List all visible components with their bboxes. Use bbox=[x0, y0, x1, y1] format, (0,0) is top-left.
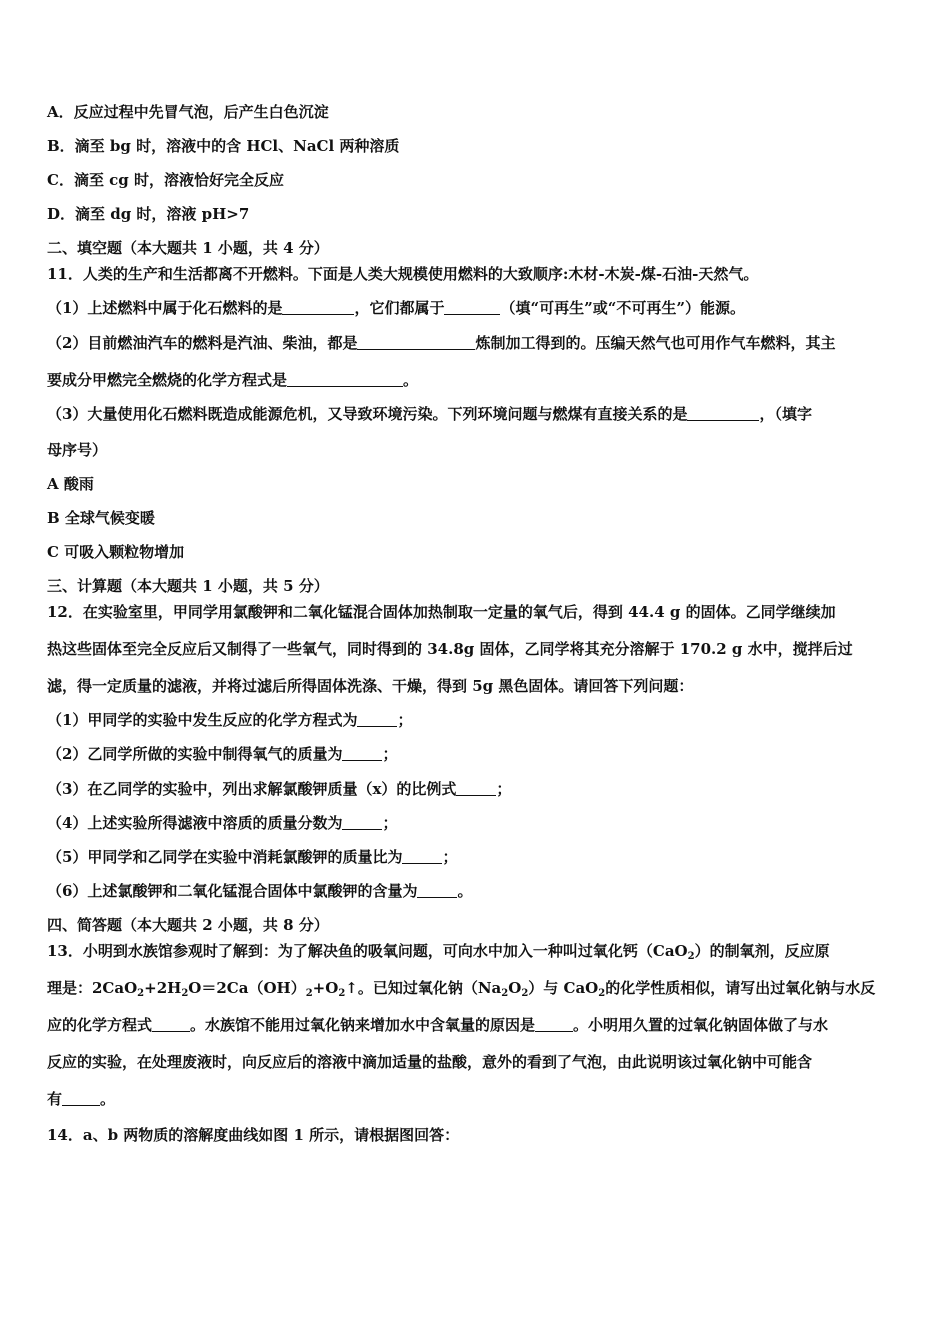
q13-line2 bbox=[47, 978, 875, 998]
choice-a: A 酸雨 bbox=[47, 475, 94, 493]
q11-part3-line2: 母序号） bbox=[47, 441, 108, 459]
subscript: 2 bbox=[137, 988, 145, 999]
q13-text: 应的化学方程式 bbox=[47, 1016, 153, 1034]
q13-text: 。小明用久置的过氧化钠固体做了与水 bbox=[573, 1016, 829, 1034]
q13-line5 bbox=[47, 1089, 115, 1109]
q11-stem: 11．人类的生产和生活都离不开燃料。下面是人类大规模使用燃料的大致顺序:木材-木炭-煤-石油-天然气。 bbox=[47, 265, 759, 283]
q12-part6-end: 。 bbox=[457, 882, 473, 900]
q12-part3-text: （3）在乙同学的实验中，列出求解氯酸钾质量（x）的比例式 bbox=[47, 780, 457, 798]
choice-c: C 可吸入颗粒物增加 bbox=[47, 543, 185, 561]
q12-part5 bbox=[47, 847, 457, 867]
subscript: 2 bbox=[338, 988, 346, 999]
q12-line2: 热这些固体至完全反应后又制得了一些氧气，同时得到的 34.8g 固体，乙同学将其充分溶解于 170.2 g 水中，搅拌后过 bbox=[47, 640, 853, 658]
q13-text: ）的制氧剂，反应原 bbox=[694, 942, 830, 960]
q12-part5-end: ； bbox=[442, 848, 458, 866]
answer-blank[interactable] bbox=[62, 1091, 100, 1106]
answer-blank[interactable] bbox=[357, 335, 475, 350]
section-4-heading: 四、简答题（本大题共 2 小题，共 8 分） bbox=[47, 916, 329, 934]
q12-line3: 滤，得一定质量的滤液，并将过滤后所得固体洗涤、干燥，得到 5g 黑色固体。请回答下列问题： bbox=[47, 677, 694, 695]
q11-part1 bbox=[47, 298, 745, 318]
q11-part3-line1 bbox=[47, 404, 812, 424]
q12-part3 bbox=[47, 779, 511, 799]
q13-line4: 反应的实验，在处理废液时，向反应后的溶液中滴加适量的盐酸，意外的看到了气泡，由此说明该过氧化钠中可能含 bbox=[47, 1053, 813, 1071]
q12-line1: 12．在实验室里，甲同学用氯酸钾和二氧化锰混合固体加热制取一定量的氧气后，得到 44.4 g 的固体。乙同学继续加 bbox=[47, 603, 836, 621]
subscript: 2 bbox=[687, 951, 695, 962]
q13-text: 。水族馆不能用过氧化钠来增加水中含氧量的原因是 bbox=[190, 1016, 536, 1034]
answer-blank[interactable] bbox=[287, 372, 403, 387]
q13-text: +O bbox=[312, 979, 339, 997]
q11-part2-text-d: 。 bbox=[403, 371, 419, 389]
answer-blank[interactable] bbox=[342, 746, 382, 761]
q12-part5-text: （5）甲同学和乙同学在实验中消耗氯酸钾的质量比为 bbox=[47, 848, 403, 866]
q12-part6-text: （6）上述氯酸钾和二氧化锰混合固体中氯酸钾的含量为 bbox=[47, 882, 418, 900]
q11-part2-text-c: 要成分甲燃完全燃烧的化学方程式是 bbox=[47, 371, 288, 389]
subscript: 2 bbox=[181, 988, 189, 999]
q13-text: 有 bbox=[47, 1090, 63, 1108]
subscript: 2 bbox=[305, 988, 313, 999]
answer-blank[interactable] bbox=[342, 815, 382, 830]
answer-blank[interactable] bbox=[402, 849, 442, 864]
q11-part3-text-b: ，（填字 bbox=[759, 405, 812, 423]
q13-text: +2H bbox=[144, 979, 182, 997]
option-d: D．滴至 dg 时，溶液 pH>7 bbox=[47, 205, 250, 223]
q12-part2 bbox=[47, 744, 397, 764]
q11-part1-text-b: ，它们都属于 bbox=[354, 299, 445, 317]
q12-part2-text: （2）乙同学所做的实验中制得氧气的质量为 bbox=[47, 745, 343, 763]
q13-text: ）与 CaO bbox=[528, 979, 599, 997]
q13-text: 理是：2CaO bbox=[47, 979, 138, 997]
q13-text: ↑。已知过氧化钠（Na bbox=[345, 979, 502, 997]
answer-blank[interactable] bbox=[152, 1017, 190, 1032]
q11-part3-text-a: （3）大量使用化石燃料既造成能源危机，又导致环境污染。下列环境问题与燃煤有直接关系的是 bbox=[47, 405, 688, 423]
q12-part4-end: ； bbox=[382, 814, 398, 832]
q11-part1-text-a: （1）上述燃料中属于化石燃料的是 bbox=[47, 299, 283, 317]
answer-blank[interactable] bbox=[357, 712, 397, 727]
choice-b: B 全球气候变暖 bbox=[47, 509, 155, 527]
q14-stem: 14．a、b 两物质的溶解度曲线如图 1 所示，请根据图回答： bbox=[47, 1126, 460, 1144]
q11-part1-text-c: （填“可再生”或“不可再生”）能源。 bbox=[500, 299, 745, 317]
answer-blank[interactable] bbox=[456, 781, 496, 796]
q13-text: 的化学性质相似，请写出过氧化钠与水反 bbox=[605, 979, 876, 997]
q13-text: 。 bbox=[100, 1090, 116, 1108]
q12-part1 bbox=[47, 710, 412, 730]
q11-part2-text-b: 炼制加工得到的。压编天然气也可用作气车燃料，其主 bbox=[475, 334, 836, 352]
q12-part3-end: ； bbox=[496, 780, 512, 798]
answer-blank[interactable] bbox=[417, 883, 457, 898]
option-a: A．反应过程中先冒气泡，后产生白色沉淀 bbox=[47, 103, 329, 121]
q12-part4-text: （4）上述实验所得滤液中溶质的质量分数为 bbox=[47, 814, 343, 832]
q12-part4 bbox=[47, 813, 397, 833]
subscript: 2 bbox=[598, 988, 606, 999]
answer-blank[interactable] bbox=[687, 406, 759, 421]
answer-blank[interactable] bbox=[444, 300, 500, 315]
q11-part2-text-a: （2）目前燃油汽车的燃料是汽油、柴油，都是 bbox=[47, 334, 358, 352]
q13-text: 13．小明到水族馆参观时了解到：为了解决鱼的吸氧问题，可向水中加入一种叫过氧化钙（CaO bbox=[47, 942, 688, 960]
q13-text: O＝2Ca（OH） bbox=[188, 979, 306, 997]
q12-part1-text: （1）甲同学的实验中发生反应的化学方程式为 bbox=[47, 711, 358, 729]
q13-line1 bbox=[47, 941, 830, 961]
q11-part2-line1 bbox=[47, 333, 835, 353]
answer-blank[interactable] bbox=[282, 300, 354, 315]
section-3-heading: 三、计算题（本大题共 1 小题，共 5 分） bbox=[47, 577, 329, 595]
q13-text: O bbox=[508, 979, 522, 997]
subscript: 2 bbox=[501, 988, 509, 999]
q13-line3 bbox=[47, 1015, 828, 1035]
option-c: C．滴至 cg 时，溶液恰好完全反应 bbox=[47, 171, 285, 189]
section-2-heading: 二、填空题（本大题共 1 小题，共 4 分） bbox=[47, 239, 329, 257]
q12-part6 bbox=[47, 881, 472, 901]
q12-part2-end: ； bbox=[382, 745, 398, 763]
q11-part2-line2 bbox=[47, 370, 418, 390]
option-b: B．滴至 bg 时，溶液中的含 HCl、NaCl 两种溶质 bbox=[47, 137, 400, 155]
answer-blank[interactable] bbox=[535, 1017, 573, 1032]
q12-part1-end: ； bbox=[397, 711, 413, 729]
subscript: 2 bbox=[521, 988, 529, 999]
